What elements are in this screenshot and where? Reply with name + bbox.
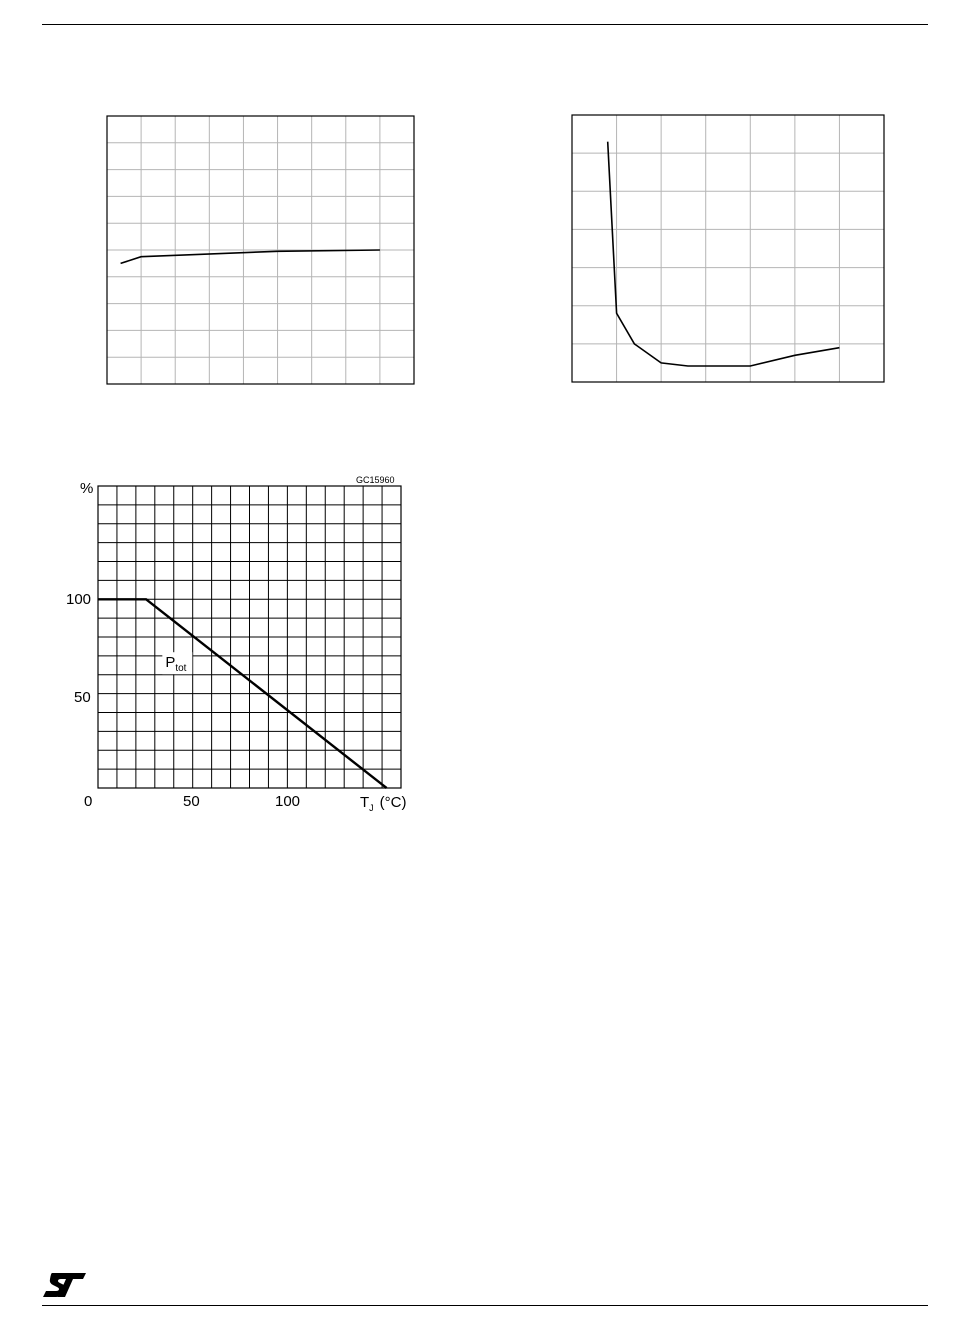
y-axis-label: %: [80, 480, 94, 497]
x-axis-label: $T_J$ (°C): [360, 794, 407, 813]
x-tick-label: 50: [183, 793, 200, 810]
y-tick-label: 50: [74, 689, 91, 706]
x-tick-label: 100: [275, 793, 301, 810]
footer-rule: [42, 1305, 928, 1306]
st-logo-icon: [42, 1270, 88, 1300]
y-tick-label: 100: [66, 591, 92, 608]
chart-code: GC15960: [356, 475, 395, 485]
x-tick-label: 0: [84, 793, 93, 810]
series-label: $P_{tot}$: [165, 654, 187, 675]
